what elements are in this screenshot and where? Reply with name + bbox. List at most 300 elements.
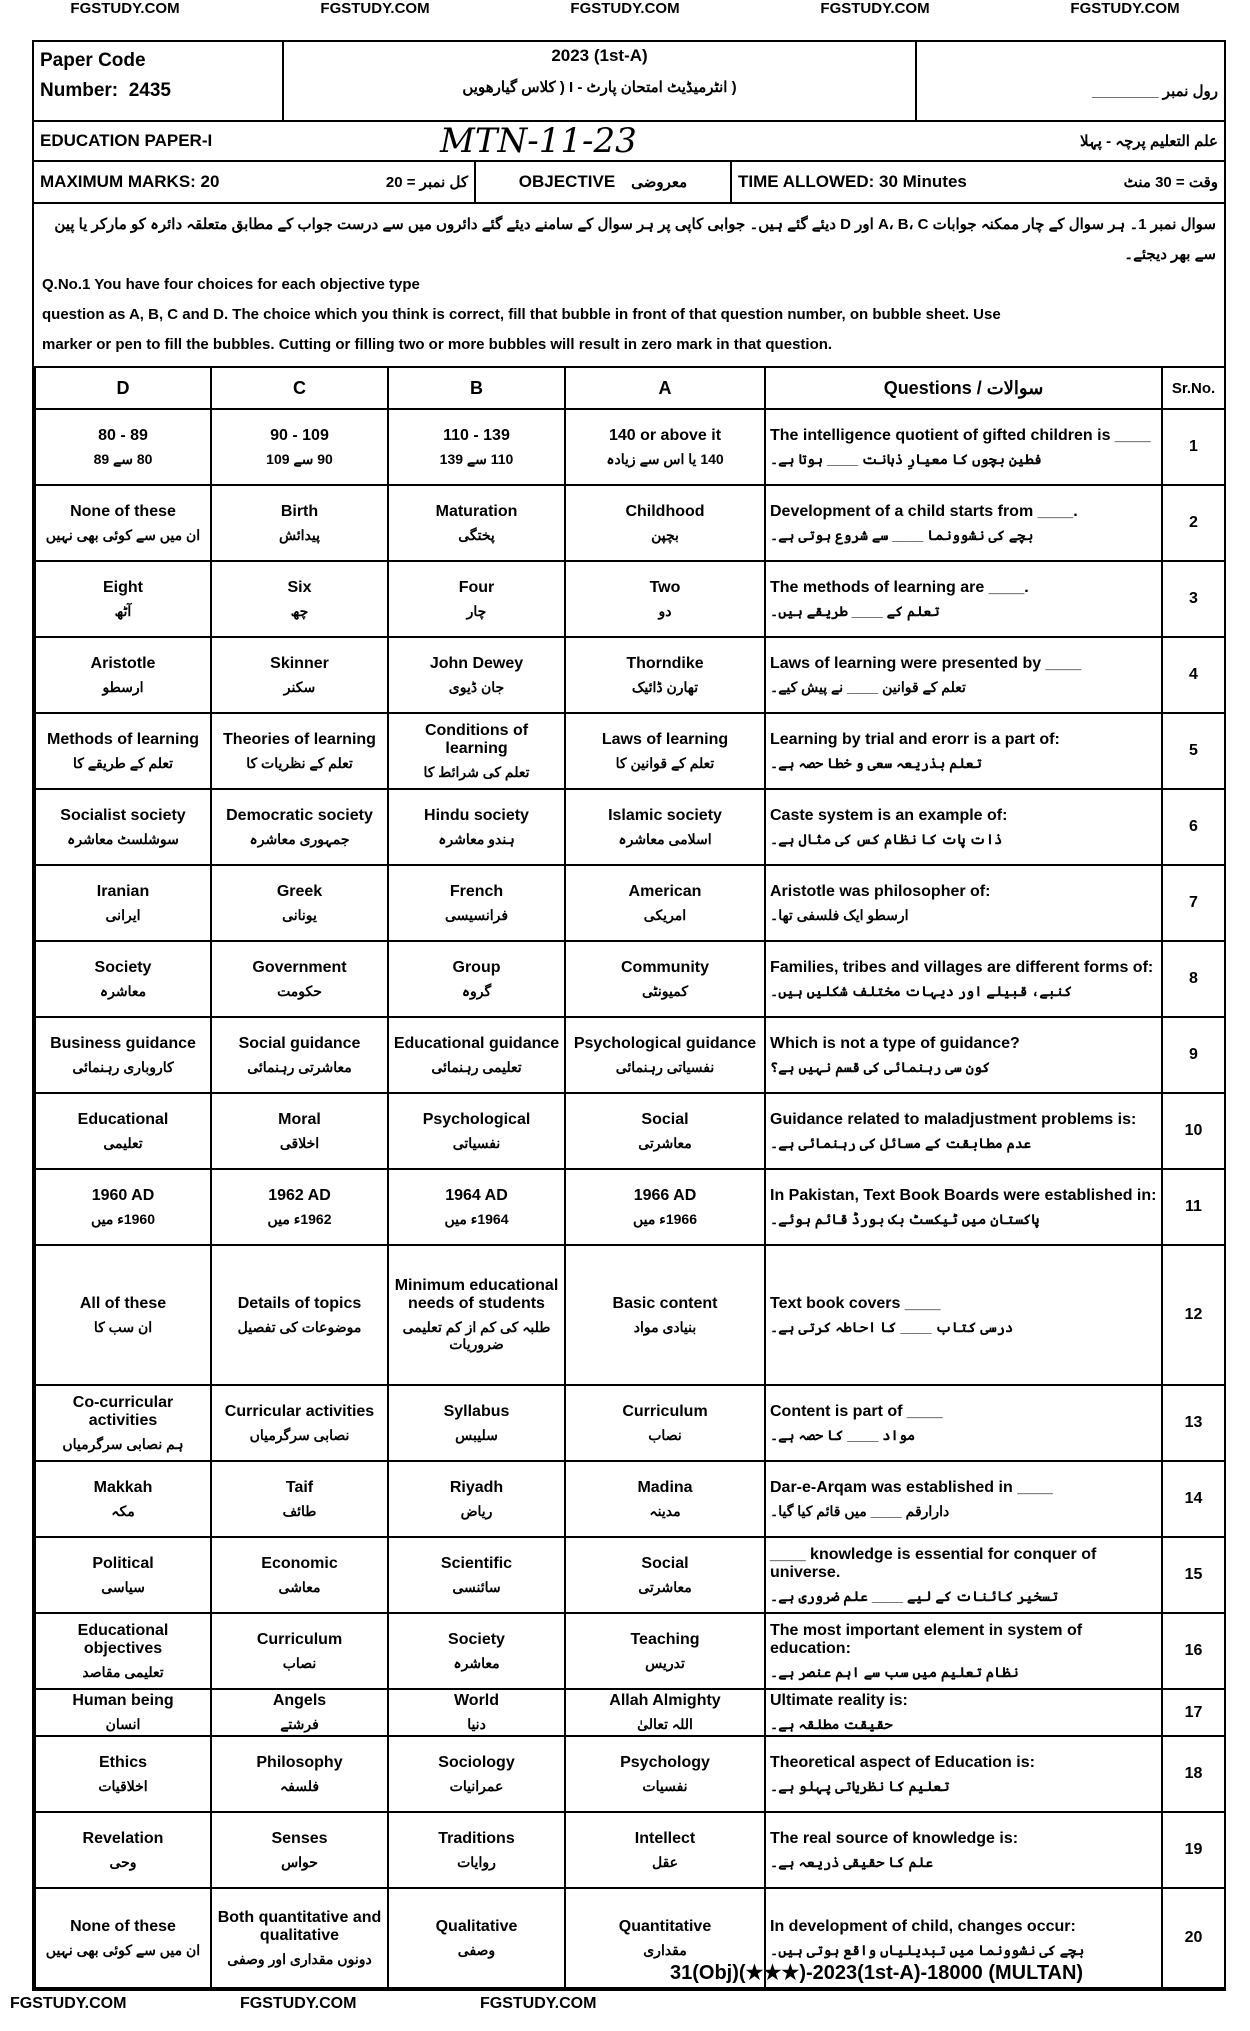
option-c-text: Both quantitative and qualitative [217, 1908, 382, 1944]
instructions [34, 204, 1224, 366]
option-d [35, 1613, 211, 1689]
option-c-text: Six [287, 578, 312, 596]
option-b-text: World [453, 1692, 500, 1709]
option-a-urdu: مقداری [643, 1941, 687, 1958]
serial-number [1162, 1245, 1225, 1385]
option-a-text: Madina [637, 1478, 693, 1496]
serial-number [1162, 409, 1225, 485]
serial-number [1162, 1613, 1225, 1689]
option-c [211, 1245, 388, 1385]
option-c [211, 1385, 388, 1461]
option-d-text: None of these [70, 1917, 176, 1935]
question-text-urdu: بچے کی نشوونما ____ سے شروع ہوتی ہے۔ [770, 526, 1034, 543]
option-b-text: Scientific [440, 1554, 513, 1572]
option-b-urdu: فرانسیسی [444, 906, 509, 923]
option-b-urdu: سلیبس [455, 1426, 498, 1443]
objective-label-urdu: معروضی [631, 174, 688, 191]
serial-number-text: 18 [1184, 1765, 1203, 1782]
option-b [388, 561, 565, 637]
option-d-urdu: انسان [105, 1716, 141, 1732]
question-text [765, 1169, 1162, 1245]
option-b-urdu: گروہ [461, 982, 492, 999]
option-a [565, 1537, 765, 1613]
option-b-urdu: عمرانیات [449, 1777, 504, 1794]
option-a [565, 941, 765, 1017]
option-c-text: Government [252, 958, 347, 976]
option-b-urdu: پختگی [458, 526, 495, 543]
question-text [765, 789, 1162, 865]
option-b-text: Psychological [422, 1110, 531, 1128]
subject-row [34, 122, 1224, 162]
option-c-text: 90 - 109 [270, 426, 329, 444]
option-a-text: Quantitative [618, 1917, 712, 1935]
roll-number-label: رول نمبر [1162, 83, 1218, 100]
serial-number [1162, 637, 1225, 713]
option-d-urdu: تعلم کے طریقے کا [72, 754, 174, 771]
option-d [35, 1812, 211, 1888]
question-row [35, 1017, 1225, 1093]
option-a [565, 789, 765, 865]
option-d [35, 713, 211, 789]
option-a-text: Social [641, 1110, 689, 1128]
option-d-text: Socialist society [60, 806, 186, 824]
paper-footer-code: 31(Obj)(★★★)-2023(1st-A)-18000 (MULTAN) [670, 1962, 1084, 1984]
option-a-urdu: تھارن ڈائیک [631, 678, 699, 695]
option-c-text: Greek [276, 882, 323, 900]
option-b-urdu: معاشرہ [453, 1654, 500, 1671]
question-text [765, 941, 1162, 1017]
option-a [565, 713, 765, 789]
question-text [765, 713, 1162, 789]
option-c-text: Moral [278, 1110, 321, 1128]
option-a [565, 1736, 765, 1812]
option-b-urdu: جان ڈیوی [448, 678, 505, 695]
option-d [35, 1461, 211, 1537]
option-a-urdu: دو [658, 602, 672, 619]
option-d-text: Aristotle [90, 654, 156, 672]
option-c-text: Social guidance [238, 1034, 361, 1052]
question-text [765, 1689, 1162, 1736]
paper-frame [32, 40, 1226, 1991]
option-d [35, 561, 211, 637]
question-text-text: Theoretical aspect of Education is: [770, 1753, 1035, 1771]
option-a [565, 409, 765, 485]
option-d [35, 637, 211, 713]
option-c [211, 789, 388, 865]
option-c-urdu: چھ [290, 602, 309, 619]
option-d-text: Educational [77, 1110, 169, 1128]
option-d-urdu: مکہ [111, 1502, 135, 1519]
option-d-text: Revelation [82, 1829, 164, 1847]
option-c-urdu: نصاب [282, 1654, 317, 1671]
option-a-text: Childhood [625, 502, 705, 520]
option-b-text: Syllabus [443, 1402, 510, 1420]
question-row [35, 941, 1225, 1017]
serial-number-text: 14 [1184, 1490, 1203, 1507]
option-b-urdu: تعلیمی رہنمائی [431, 1058, 522, 1075]
question-text-text: Caste system is an example of: [770, 806, 1008, 824]
option-a [565, 1245, 765, 1385]
option-c-urdu: یونانی [282, 906, 317, 923]
option-d [35, 1169, 211, 1245]
option-d-urdu: وحی [109, 1853, 137, 1870]
question-text-text: Families, tribes and villages are different forms of: [770, 958, 1154, 976]
question-row [35, 637, 1225, 713]
option-c-text: Democratic society [226, 806, 373, 824]
marks-row [34, 162, 1224, 204]
option-a-urdu: نصاب [648, 1426, 682, 1443]
option-a-urdu: تعلم کے قوانین کا [615, 754, 715, 771]
serial-number [1162, 941, 1225, 1017]
option-c [211, 561, 388, 637]
question-text-text: Aristotle was philosopher of: [770, 882, 991, 900]
question-text [765, 1245, 1162, 1385]
option-a [565, 1613, 765, 1689]
question-row [35, 1385, 1225, 1461]
serial-number-text: 10 [1184, 1122, 1203, 1139]
option-b-urdu: دنیا [467, 1716, 486, 1732]
question-text-text: In Pakistan, Text Book Boards were established in: [770, 1186, 1157, 1204]
option-a [565, 561, 765, 637]
instructions-urdu: سوال نمبر 1۔ ہر سوال کے چار ممکنہ جوابات A، B، C اور D دیئے گئے ہیں۔ جوابی کاپی پر ہر سوال کے سامنے دیئے گئے دائروں میں سے درست جواب کے مطابق متعلقہ دائرہ کو مارکر یا پین سے بھر دیجئے۔ [54, 216, 1216, 263]
option-b [388, 1017, 565, 1093]
option-c [211, 1093, 388, 1169]
option-d-urdu: ان میں سے کوئی بھی نہیں [45, 526, 201, 543]
option-a-text: Allah Almighty [609, 1692, 721, 1709]
question-text-text: Guidance related to maladjustment problems is: [770, 1110, 1137, 1128]
option-a-urdu: معاشرتی [638, 1134, 692, 1151]
question-text [765, 1613, 1162, 1689]
exam-year: 2023 (1st-A) [551, 46, 648, 65]
option-a [565, 1461, 765, 1537]
option-a-urdu: نفسیات [642, 1777, 688, 1794]
serial-number-text: 4 [1189, 666, 1198, 683]
option-b-text: Conditions of learning [424, 721, 529, 757]
question-text-urdu: نظام تعلیم میں سب سے اہم عنصر ہے۔ [770, 1663, 1019, 1680]
option-b-urdu: طلبہ کی کم از کم تعلیمی ضروریات [402, 1319, 551, 1352]
option-d-urdu: ہم نصابی سرگرمیاں [62, 1435, 184, 1452]
option-b-text: Riyadh [449, 1478, 504, 1496]
option-a [565, 1812, 765, 1888]
option-a-text: Two [649, 578, 681, 596]
option-c-urdu: حواس [281, 1853, 318, 1870]
question-row [35, 1689, 1225, 1736]
watermark-top [0, 0, 1250, 22]
serial-number-text: 6 [1189, 818, 1198, 835]
question-text-urdu: پاکستان میں ٹیکسٹ بک بورڈ قائم ہوئے۔ [770, 1210, 1040, 1227]
option-b-text: Maturation [435, 502, 518, 520]
question-text-urdu: مواد ____ کا حصہ ہے۔ [770, 1426, 916, 1443]
option-c-urdu: نصابی سرگرمیاں [249, 1426, 350, 1443]
serial-number-text: 9 [1189, 1046, 1198, 1063]
option-a-text: Islamic society [608, 806, 722, 824]
question-text-urdu: ارسطو ایک فلسفی تھا۔ [770, 906, 909, 923]
option-a-text: Psychology [620, 1753, 710, 1771]
question-row [35, 1812, 1225, 1888]
option-a-urdu: کمیونٹی [641, 982, 688, 999]
question-text [765, 485, 1162, 561]
serial-number-text: 3 [1189, 590, 1198, 607]
option-b-text: French [449, 882, 504, 900]
option-d-urdu: تعلیمی [103, 1134, 143, 1151]
option-b [388, 637, 565, 713]
question-text-text: Development of a child starts from ____. [770, 502, 1078, 520]
serial-number [1162, 1689, 1225, 1736]
question-text-text: Ultimate reality is: [770, 1692, 908, 1709]
option-c-urdu: فرشتے [280, 1716, 319, 1732]
option-a-text: Basic content [612, 1294, 718, 1312]
option-b-text: John Dewey [429, 654, 524, 672]
option-d-urdu: آٹھ [114, 602, 132, 619]
option-a [565, 1093, 765, 1169]
option-b [388, 1537, 565, 1613]
option-c [211, 1812, 388, 1888]
question-text-text: The methods of learning are ____. [770, 578, 1029, 596]
option-a-urdu: تدریس [645, 1654, 685, 1671]
option-d-urdu: ارسطو [102, 678, 144, 695]
question-text-urdu: دارارقم ____ میں قائم کیا گیا۔ [770, 1502, 950, 1519]
question-text [765, 561, 1162, 637]
option-a-urdu: معاشرتی [638, 1578, 692, 1595]
option-d-text: Methods of learning [47, 730, 199, 748]
option-c-urdu: معاشرتی رہنمائی [247, 1058, 352, 1075]
option-d-text: Eight [103, 578, 143, 596]
paper-code-label: Paper Code [40, 50, 146, 71]
option-c [211, 1017, 388, 1093]
option-b [388, 789, 565, 865]
serial-number-text: 16 [1184, 1642, 1203, 1659]
option-d-text: 1960 AD [91, 1186, 155, 1204]
question-text [765, 1812, 1162, 1888]
option-c-urdu: طائف [282, 1502, 317, 1519]
question-row [35, 1245, 1225, 1385]
option-d-text: None of these [70, 502, 176, 520]
serial-number [1162, 561, 1225, 637]
serial-number [1162, 865, 1225, 941]
option-a [565, 485, 765, 561]
option-d-text: Ethics [98, 1753, 147, 1771]
serial-number-text: 19 [1184, 1841, 1203, 1858]
option-a-text: Intellect [634, 1829, 696, 1847]
question-text-text: Learning by trial and erorr is a part of: [770, 730, 1060, 748]
option-d-text: Political [92, 1554, 154, 1572]
serial-number [1162, 1461, 1225, 1537]
question-text-urdu: بچے کی نشوونما میں تبدیلیاں واقع ہوتی ہیں۔ [770, 1941, 1085, 1958]
option-c-text: Skinner [270, 654, 329, 672]
option-c-urdu: تعلم کے نظریات کا [246, 754, 353, 771]
option-b-urdu: 110 سے 139 [439, 450, 514, 467]
option-c-urdu: اخلاقی [279, 1134, 320, 1151]
option-d-text: Makkah [93, 1478, 153, 1496]
option-b-text: Educational guidance [393, 1034, 560, 1052]
question-text [765, 1093, 1162, 1169]
question-row [35, 865, 1225, 941]
option-c-urdu: پیدائش [278, 526, 321, 543]
question-text [765, 1385, 1162, 1461]
option-b-text: Four [458, 578, 495, 596]
option-c-urdu: فلسفہ [279, 1777, 320, 1794]
question-text-text: Which is not a type of guidance? [770, 1034, 1020, 1052]
question-row [35, 409, 1225, 485]
option-d [35, 1537, 211, 1613]
serial-number-text: 13 [1184, 1414, 1203, 1431]
question-text-urdu: تعلیم کا نظریاتی پہلو ہے۔ [770, 1777, 950, 1794]
option-b [388, 1736, 565, 1812]
instructions-line-3: marker or pen to fill the bubbles. Cutting or filling two or more bubbles will result in zero mark in that question. [42, 336, 833, 353]
serial-number [1162, 1385, 1225, 1461]
serial-number [1162, 789, 1225, 865]
question-text-urdu: تعلم بذریعہ سعی و خطا حصہ ہے۔ [770, 754, 983, 771]
option-b-urdu: چار [466, 602, 487, 619]
option-a [565, 1169, 765, 1245]
option-b [388, 409, 565, 485]
option-a-text: Teaching [630, 1630, 700, 1648]
option-c-text: 1962 AD [268, 1186, 331, 1204]
option-a [565, 1385, 765, 1461]
option-c-text: Curricular activities [224, 1402, 375, 1420]
question-row [35, 1537, 1225, 1613]
option-c [211, 1613, 388, 1689]
option-c [211, 713, 388, 789]
subject-name-urdu: علم التعلیم پرچہ - پہلا [1080, 133, 1218, 150]
option-c-text: Senses [271, 1829, 328, 1847]
serial-number-text: 17 [1184, 1703, 1203, 1721]
option-c-text: Theories of learning [223, 730, 376, 748]
option-b-text: Qualitative [435, 1917, 518, 1935]
option-b [388, 485, 565, 561]
option-b [388, 1245, 565, 1385]
option-c [211, 1169, 388, 1245]
objective-label: OBJECTIVE [518, 172, 616, 191]
option-a-urdu: بنیادی مواد [633, 1318, 697, 1335]
question-row [35, 1169, 1225, 1245]
option-a-urdu: 1966ء میں [632, 1210, 697, 1227]
question-text-text: The real source of knowledge is: [770, 1829, 1019, 1847]
option-b-urdu: روایات [457, 1853, 496, 1870]
option-d-urdu: کاروباری رہنمائی [72, 1058, 174, 1075]
serial-number [1162, 1017, 1225, 1093]
option-d [35, 865, 211, 941]
option-c [211, 1537, 388, 1613]
option-d-urdu: 1960ء میں [90, 1210, 155, 1227]
question-text-urdu: تعلم کے ____ طریقے ہیں۔ [770, 602, 940, 619]
question-text-text: The intelligence quotient of gifted children is ____ [770, 426, 1151, 444]
option-c-text: Philosophy [256, 1753, 343, 1771]
option-c-text: Curriculum [256, 1630, 343, 1648]
option-a-text: American [628, 882, 702, 900]
question-row [35, 1093, 1225, 1169]
option-a-urdu: اسلامی معاشرہ [618, 830, 712, 847]
serial-number [1162, 1736, 1225, 1812]
option-d [35, 1245, 211, 1385]
question-text-urdu: عدم مطابقت کے مسائل کی رہنمائی ہے۔ [770, 1134, 1032, 1151]
paper-code-box [34, 42, 284, 120]
option-b-urdu: تعلم کی شرائط کا [423, 763, 530, 780]
column-header-a: A [565, 367, 765, 409]
option-b-text: Society [448, 1630, 505, 1648]
option-c-urdu: سکنر [283, 678, 316, 695]
option-d-urdu: اخلاقیات [98, 1777, 148, 1794]
question-text [765, 409, 1162, 485]
column-header-d: D [35, 367, 211, 409]
serial-number-text: 8 [1189, 970, 1198, 987]
option-d [35, 409, 211, 485]
option-b-text: 110 - 139 [443, 426, 510, 444]
option-c-text: Birth [280, 502, 319, 520]
option-b-urdu: ہندو معاشرہ [438, 830, 515, 847]
column-header-c: C [211, 367, 388, 409]
serial-number-text: 1 [1189, 438, 1198, 455]
instructions-line-1: Q.No.1 You have four choices for each objective type [42, 276, 420, 293]
option-c-urdu: 1962ء میں [267, 1210, 332, 1227]
option-b-text: Minimum educational needs of students [394, 1277, 559, 1312]
option-c-urdu: موضوعات کی تفصیل [237, 1318, 362, 1335]
time-allowed-urdu: وقت = 30 منٹ [1123, 174, 1218, 191]
option-d-text: Educational objectives [77, 1621, 169, 1657]
option-b-text: 1964 AD [445, 1186, 508, 1204]
question-row [35, 1613, 1225, 1689]
serial-number-text: 12 [1184, 1306, 1203, 1323]
option-d [35, 1385, 211, 1461]
question-text [765, 1017, 1162, 1093]
option-a [565, 1017, 765, 1093]
subject-name: EDUCATION PAPER-I [40, 131, 213, 150]
option-b [388, 1613, 565, 1689]
option-a-urdu: 140 یا اس سے زیادہ [606, 450, 724, 467]
option-b-urdu: ریاض [460, 1502, 493, 1519]
question-text-urdu: تعلم کے قوانین ____ نے پیش کیے۔ [770, 678, 966, 695]
option-b [388, 941, 565, 1017]
question-text-urdu: کون سی رہنمائی کی قسم نہیں ہے؟ [770, 1058, 991, 1075]
column-header-questions: Questions / سوالات [765, 367, 1162, 409]
question-text-urdu: ذات پات کا نظام کس کی مثال ہے۔ [770, 830, 1003, 847]
question-text-urdu: حقیقت مطلقہ ہے۔ [770, 1716, 893, 1732]
column-header-sr: Sr.No. [1162, 367, 1225, 409]
question-text-text: The most important element in system of education: [770, 1621, 1083, 1657]
option-c [211, 1689, 388, 1736]
column-header-b: B [388, 367, 565, 409]
question-text [765, 1736, 1162, 1812]
question-row [35, 485, 1225, 561]
option-a [565, 637, 765, 713]
option-c-urdu: دونوں مقداری اور وصفی [227, 1950, 372, 1967]
option-b [388, 1888, 565, 1988]
option-c [211, 637, 388, 713]
question-row [35, 1461, 1225, 1537]
option-d [35, 1689, 211, 1736]
maximum-marks: MAXIMUM MARKS: 20 [40, 172, 220, 191]
watermark: FGSTUDY.COM [240, 1995, 357, 2012]
question-text-text: Content is part of ____ [770, 1402, 943, 1420]
option-a-text: Community [621, 958, 709, 976]
option-a-urdu: بچپن [651, 526, 679, 543]
option-d-urdu: معاشرہ [99, 982, 147, 999]
option-d [35, 941, 211, 1017]
serial-number [1162, 1537, 1225, 1613]
option-d-urdu: ان میں سے کوئی بھی نہیں [45, 1941, 201, 1958]
question-text-text: In development of child, changes occur: [770, 1917, 1076, 1935]
option-a-urdu: مدینہ [649, 1502, 681, 1519]
serial-number-text: 11 [1185, 1198, 1202, 1215]
option-a-text: Social [641, 1554, 689, 1572]
watermark: FGSTUDY.COM [570, 0, 680, 17]
option-c [211, 865, 388, 941]
option-a [565, 1689, 765, 1736]
option-d-text: 80 - 89 [98, 426, 148, 444]
instructions-line-2: question as A, B, C and D. The choice which you think is correct, fill that bubble in front of that question number, on bubble sheet. Use [42, 306, 1001, 323]
question-text-urdu: تسخیر کائنات کے لیے ____ علم ضروری ہے۔ [770, 1587, 1059, 1604]
option-c-urdu: 90 سے 109 [266, 450, 333, 467]
